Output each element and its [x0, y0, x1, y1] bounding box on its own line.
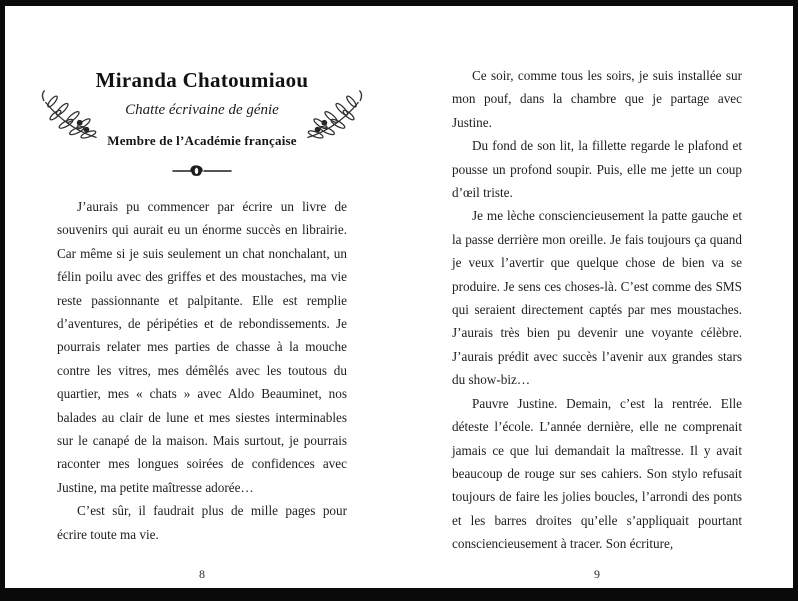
body-paragraph: Ce soir, comme tous les soirs, je suis installée sur mon pouf, dans la chambre que je partage avec Justine. — [452, 68, 742, 130]
book-spread — [5, 6, 793, 588]
body-paragraph: Du fond de son lit, la fillette regarde le plafond et pousse un profond soupir. Puis, elle me jette un coup d’œil triste. — [452, 138, 742, 201]
page-number-right: 9 — [594, 567, 600, 581]
olive-branch-right-icon — [304, 88, 366, 146]
body-paragraph: J’aurais pu commencer par écrire un livre de souvenirs qui aurait eu un énorme succès en librairie. Car même si je suis seulement un chat nonchalant, un félin poilu avec des griffes et des moustaches, ma vie reste passionnante et palpitante. Elle est remplie d’aventures, de péripéties et de rebondissements. Je pourrais relater mes parties de chasse à la mouche contre les vitres, mes démêlés avec les toutous du quartier, mes « chats » avec Aldo Beauminet, nos balades au clair de lune et mes siestes interminables sur le canapé de la maison. Mais surtout, je pourrais raconter mes longues soirées de confidences avec Justine, ma petite maîtresse adorée… — [57, 199, 347, 495]
chapter-title: Miranda Chatoumiaou — [95, 68, 309, 92]
page-number-left: 8 — [199, 567, 205, 581]
page-left — [57, 6, 347, 588]
page-right — [452, 6, 742, 588]
left-body-text — [57, 195, 347, 546]
right-body-text — [452, 64, 742, 556]
chapter-subtitle: Chatte écrivaine de génie — [125, 102, 279, 118]
squiggle-divider-icon — [170, 163, 234, 179]
body-paragraph: Je me lèche consciencieusement la patte gauche et la passe derrière mon oreille. Je fais toujours ça quand je veux l’avertir que quelque chose de bien va se produire. Je sens ces choses-là. C’est comme des SMS qui seraient directement captés par mes moustaches. J’aurais très bien pu devenir une voyante célèbre. J’aurais prédit avec succès l’avenir aux grandes stars du show-biz… — [452, 208, 742, 388]
olive-branch-left-icon — [38, 88, 100, 146]
body-paragraph: C’est sûr, il faudrait plus de mille pages pour écrire toute ma vie. — [57, 503, 347, 542]
body-paragraph: Pauvre Justine. Demain, c’est la rentrée. Elle déteste l’école. L’année dernière, elle ne comprenait jamais ce que lui demandait la maîtresse. Il y avait beaucoup de rouge sur ses cahiers. Son stylo refusait toujours de faire les jolies boucles, l’arrondi des ponts et les barres droites qu’elle s’appliquait pourtant consciencieusement à tracer. Son écriture, — [452, 395, 742, 552]
chapter-affiliation: Membre de l’Académie française — [107, 133, 297, 148]
chapter-heading — [57, 68, 347, 149]
